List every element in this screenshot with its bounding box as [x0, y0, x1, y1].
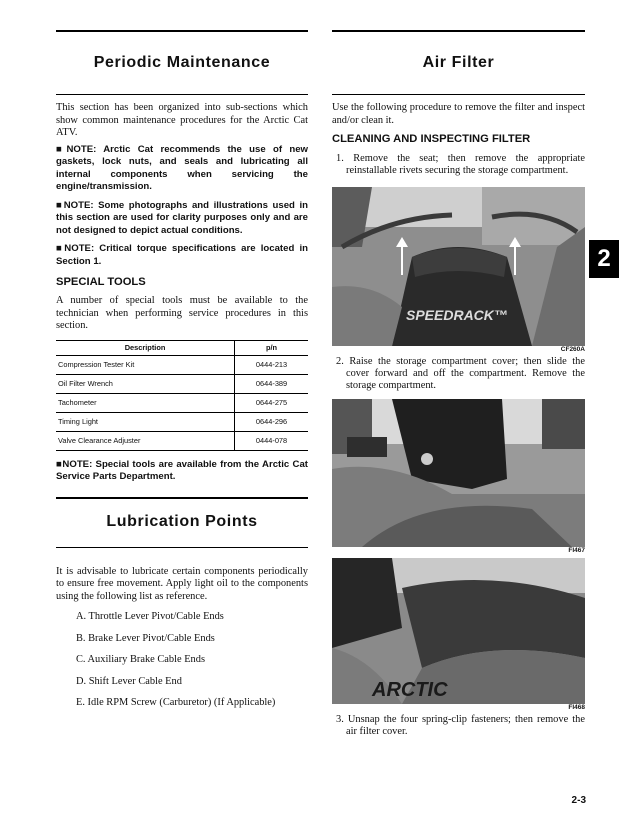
procedure-step-2: 2. Raise the storage compartment cover; then slide the cover forward and off the compartment. Remove the storage compartment.: [336, 356, 585, 391]
lubrication-list: [56, 611, 308, 710]
procedure-step-1: 1. Remove the seat; then remove the appropriate reinstallable rivets securing the storage compartment.: [336, 153, 585, 176]
tool-part-number: 0644-275: [235, 393, 308, 412]
table-row: [56, 355, 308, 374]
lubrication-points-title: Lubrication Points: [106, 512, 258, 530]
special-tools-table: [56, 340, 308, 451]
procedure-steps-2: [332, 356, 585, 392]
lubrication-points-heading-box: [56, 497, 308, 548]
note-new-gaskets: ■NOTE: Arctic Cat recommends the use of new gaskets, lock nuts, and seals and lubricating all internal components when servicing the engine/transmission.: [56, 143, 309, 192]
storage-compartment-photo: [332, 187, 585, 346]
storage-compartment-illustration: [332, 187, 585, 346]
table-row: [56, 412, 308, 431]
procedure-steps-3: [332, 714, 585, 738]
tool-description: Tachometer: [56, 393, 235, 412]
procedure-steps-1: [332, 153, 585, 177]
special-tools-heading: SPECIAL TOOLS: [56, 276, 146, 288]
air-filter-title: Air Filter: [422, 54, 495, 71]
tool-description: Valve Clearance Adjuster: [56, 431, 235, 450]
tool-part-number: 0644-389: [235, 374, 308, 393]
tool-description: Timing Light: [56, 412, 235, 431]
tool-part-number: 0644-296: [235, 412, 308, 431]
air-filter-intro: Use the following procedure to remove the filter and inspect and/or clean it.: [332, 102, 585, 126]
periodic-intro: This section has been organized into sub-sections which show common maintenance procedures for the Arctic Cat ATV.: [56, 102, 308, 138]
note-special-tools: ■NOTE: Special tools are available from the Arctic Cat Service Parts Department.: [56, 458, 308, 482]
periodic-maintenance-heading-box: [56, 30, 308, 95]
photo-caption-fi467: FI467: [568, 547, 585, 554]
table-header-row: [56, 340, 308, 355]
tool-part-number: 0444-078: [235, 431, 308, 450]
special-tools-text: A number of special tools must be available to the technician when performing service procedures in this section.: [56, 295, 308, 331]
table-row: [56, 374, 308, 393]
note-photographs: ■NOTE: Some photographs and illustrations used in this section are used for clarity purposes only and are not designed to depict actual conditions.: [56, 199, 309, 236]
storage-cover-illustration: [332, 399, 585, 547]
list-item: C. Auxiliary Brake Cable Ends: [76, 654, 205, 665]
list-item: D. Shift Lever Cable End: [76, 675, 182, 687]
left-column: [56, 30, 308, 719]
list-item: E. Idle RPM Screw (Carburetor) (If Applicable): [76, 697, 276, 708]
tool-part-number: 0444-213: [235, 355, 308, 374]
note-torque-specs: ■NOTE: Critical torque specifications are located in Section 1.: [56, 243, 308, 267]
lubrication-intro: It is advisable to lubricate certain components periodically to ensure free movement. Apply light oil to the components using the following list as reference.: [56, 565, 308, 602]
speedrack-decal: SPEEDRACK™: [406, 307, 508, 323]
arctic-decal: ARCTIC: [372, 679, 448, 701]
procedure-step-3: 3. Unsnap the four spring-clip fasteners; then remove the air filter cover.: [336, 714, 585, 737]
right-column: [332, 30, 585, 738]
table-row: [56, 431, 308, 450]
air-filter-heading-box: [332, 30, 585, 95]
cleaning-inspecting-heading: CLEANING AND INSPECTING FILTER: [332, 133, 531, 145]
air-filter-cover-illustration: [332, 558, 585, 704]
air-filter-cover-photo: [332, 558, 585, 704]
table-header-description: Description: [56, 340, 235, 355]
photo-caption-cf260a: CF260A: [560, 346, 585, 353]
list-item: A. Throttle Lever Pivot/Cable Ends: [76, 611, 224, 622]
list-item: B. Brake Lever Pivot/Cable Ends: [76, 632, 215, 644]
storage-cover-photo: [332, 399, 585, 547]
page-number: 2-3: [571, 795, 586, 806]
photo-caption-fi468: FI468: [568, 704, 585, 711]
tool-description: Compression Tester Kit: [56, 355, 235, 374]
tool-description: Oil Filter Wrench: [56, 374, 235, 393]
table-row: [56, 393, 308, 412]
section-tab: 2: [589, 240, 619, 278]
table-header-pn: p/n: [235, 340, 308, 355]
periodic-maintenance-title: Periodic Maintenance: [93, 54, 271, 71]
